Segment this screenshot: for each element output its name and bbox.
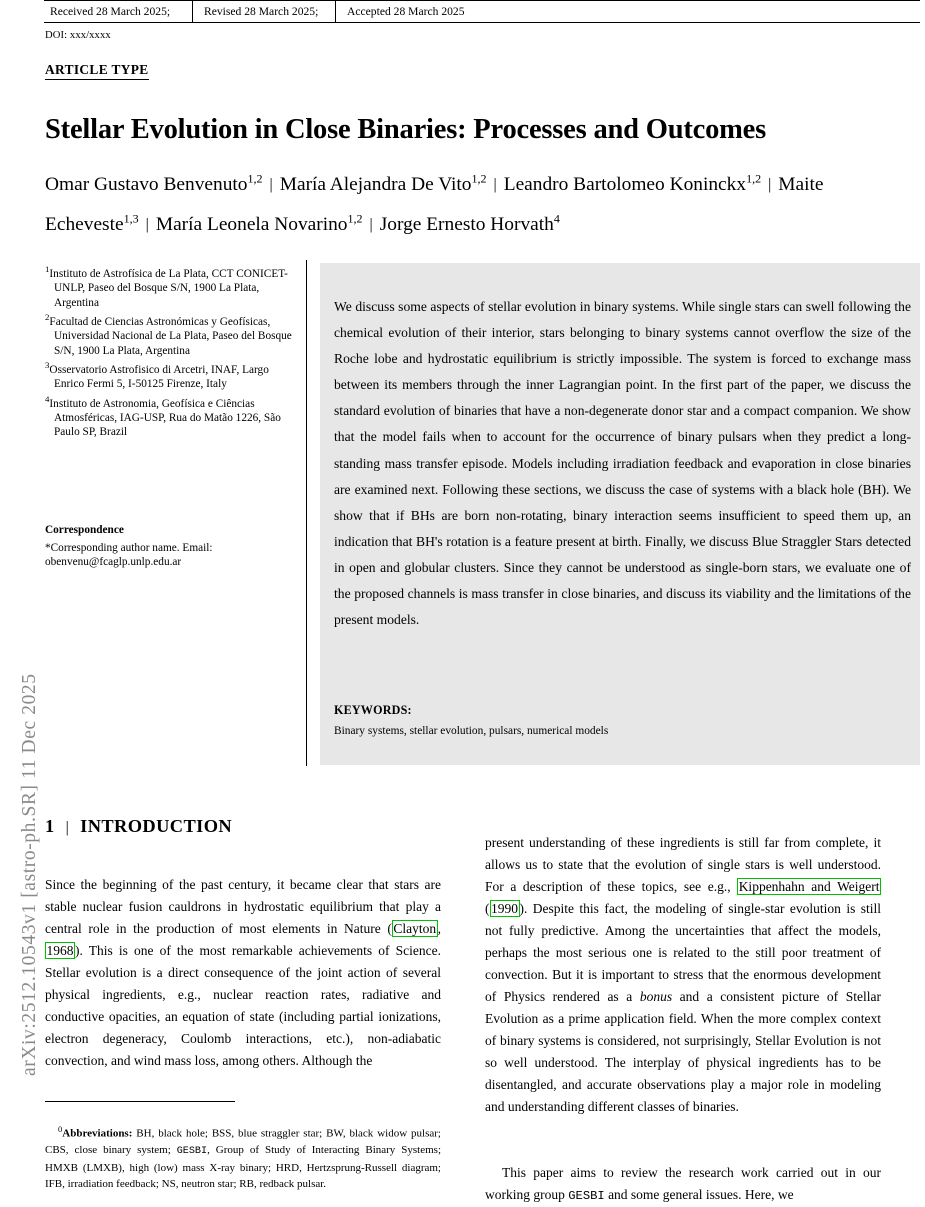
intro-left-part1: Since the beginning of the past century, it became clear that stars are stable nuclear fusion cauldrons in hydrostatic equilibrium that play a central role in the production of most elements in Nature (	[45, 876, 441, 936]
author-name: Leandro Bartolomeo Koninckx$^{1,2}$	[503, 172, 762, 196]
author-affiliation-marker: 1,2	[746, 172, 762, 186]
affiliation-marker: 2	[45, 311, 50, 322]
author-affiliation-marker: 1,3	[123, 211, 139, 226]
author-name: Omar Gustavo Benvenuto$^{1,2}$	[45, 172, 263, 196]
affiliation-text: Instituto de Astrofísica de La Plata, CCT CONICET-UNLP, Paseo del Bosque S/N, 1900 La Plata, Argentina	[49, 267, 288, 309]
author-separator: |	[145, 215, 149, 233]
intro-paragraph-left	[45, 874, 441, 1072]
keywords-list: Binary systems, stellar evolution, pulsars, numerical models	[334, 725, 609, 737]
affiliation-item	[45, 392, 295, 440]
footnote-part1: BH, black hole; BSS, blue straggler star; BW, black widow pulsar; CBS, close binary system;	[45, 1127, 441, 1156]
emphasis-bonus: bonus	[639, 988, 673, 1004]
history-revised-cell: Revised 28 March 2025;	[204, 5, 319, 18]
footnote-marker: 0	[58, 1124, 63, 1134]
section-title: INTRODUCTION	[80, 816, 233, 836]
author-separator: |	[768, 176, 772, 194]
history-received-cell: Received 28 March 2025;	[50, 5, 171, 18]
abstract-box	[320, 263, 920, 765]
correspondence-heading: Correspondence	[45, 524, 124, 536]
affiliation-text: Osservatorio Astrofisico di Arcetri, INAF, Largo Enrico Fermi 5, I-50125 Firenze, Italy	[49, 363, 269, 391]
citation-comma: ,	[437, 920, 441, 936]
publication-history-table	[44, 0, 920, 23]
intro-left-part2: ). This is one of the most remarkable achievements of Science. Stellar evolution is a direct consequence of the joint action of several physical ingredients, e.g., nuclear reaction rates, radiative and conductive opacities, an equation of state (including partial ionizations, electron degeneracy, Coulomb interactions, etc.), non-adiabatic convection, and wind mass loss, among others. Although the	[45, 942, 441, 1068]
author-separator: |	[369, 215, 373, 233]
footnote-abbreviations	[45, 1121, 441, 1192]
arxiv-stamp	[0, 0, 44, 1200]
citation-link-clayton-author[interactable]: Clayton	[393, 920, 437, 936]
author-name: María Alejandra De Vito$^{1,2}$	[279, 172, 487, 196]
intro-right-part2: ). Despite this fact, the modeling of single-star evolution is still not fully predictive. Among the uncertainties that affect the models, perhaps the most serious one is related to the still poor treatment of convection. But it is important to stress that the enormous development of Physics rendered as a	[485, 900, 881, 1004]
intro-right2-part2: and some general issues. Here, we	[604, 1186, 794, 1202]
section-number: 1	[45, 816, 55, 836]
affiliation-marker: 4	[45, 393, 50, 404]
citation-link-kippenhahn-author[interactable]: Kippenhahn and Weigert	[738, 878, 880, 894]
affiliation-marker: 3	[45, 359, 50, 370]
paper-page	[44, 0, 925, 1203]
affiliation-marker: 1	[45, 264, 50, 274]
author-name: Jorge Ernesto Horvath$^4$	[379, 211, 560, 235]
affiliation-item	[45, 358, 295, 392]
section-separator: |	[65, 819, 70, 836]
keywords-heading: KEYWORDS:	[334, 703, 412, 717]
abstract-text: We discuss some aspects of stellar evolution in binary systems. While single stars can swell following the chemical evolution of their interior, stars belonging to binary systems cannot overflow the size of the Roche lobe and hydrostatic equilibrium is strictly impossible. The system is forced to exchange mass between its members through the inner Lagrangian point. In the first part of the paper, we discuss the standard evolution of binaries that have a non-degenerate donor star and a compact companion. We show that the model fails when to account for the occurrence of binary pulsars when they predict a long-standing mass transfer episode. Models including irradiation feedback and evaporation in close binaries are examined next. Following these sections, we discuss the case of systems with a black hole (BH). We show that if BHs are born non-rotating, binary interaction seems insufficient to speed them up, an indication that BH's rotation is a feature present at birth. Finally, we discuss Blue Straggler Stars detected in open and globular clusters. Since they cannot be understood as single-born stars, we evaluate one of the proposed channels is mass transfer in close binaries, and discuss its viability and the limitations of the present models.	[334, 299, 911, 628]
affiliation-item	[45, 262, 295, 310]
footnote-part2: , Group of Study of Interacting Binary Systems; HMXB (LMXB), high (low) mass X-ray binary; HRD, Hertzsprung-Russell diagram; IFB, irradiation feedback; NS, neutron star; RB, redback pulsar.	[45, 1143, 442, 1190]
author-separator: |	[269, 176, 273, 194]
author-affiliation-marker: 4	[553, 211, 560, 226]
article-type-label: ARTICLE TYPE	[45, 62, 149, 80]
intro-right-part1: present understanding of these ingredients is still far from complete, it allows us to state that the evolution of single stars is well understood. For a description of these topics, see e.g.,	[485, 834, 881, 894]
abstract-vertical-rule	[306, 260, 307, 766]
author-name: Maite Echeveste$^{1,3}$	[45, 174, 824, 235]
arxiv-identifier-text: arXiv:2512.10543v1 [astro-ph.SR] 11 Dec 2025	[19, 673, 40, 1076]
history-bottom-rule	[44, 22, 920, 23]
affiliation-text: Instituto de Astronomia, Geofísica e Ciências Atmosféricas, IAG-USP, Rua do Matão 1226, São Paulo SP, Brazil	[49, 397, 281, 439]
affiliation-text: Facultad de Ciencias Astronómicas y Geofísicas, Universidad Nacional de La Plata, Paseo del Bosque S/N, 1900 La Plata, Argentina	[49, 315, 292, 357]
citation-link-kippenhahn-year[interactable]: 1990	[491, 900, 518, 916]
history-divider-1	[192, 1, 193, 23]
citation-link-clayton-year[interactable]: 1968	[46, 942, 74, 958]
footnote-label: Abbreviations:	[62, 1127, 133, 1140]
citation-open-paren: (	[485, 900, 490, 916]
author-affiliation-marker: 1,2	[347, 211, 363, 226]
doi-line: DOI: xxx/xxxx	[45, 30, 111, 41]
affiliation-list	[45, 262, 295, 440]
correspondence-body: *Corresponding author name. Email: obenvenu@fcaglp.unlp.edu.ar	[45, 542, 213, 569]
affiliation-item	[45, 310, 295, 358]
page-title: Stellar Evolution in Close Binaries: Processes and Outcomes	[45, 114, 767, 146]
footnote-rule	[45, 1101, 235, 1102]
author-affiliation-marker: 1,2	[247, 172, 263, 186]
gesbi-acronym: GESBI	[568, 1188, 605, 1203]
intro-right-part3: and a consistent picture of Stellar Evolution as a prime application field. When the more complex context of binary systems is considered, not surprisingly, Stellar Evolution is not so well understood. The interplay of physical ingredients has to be disentangled, and accurate observations play a major role in modeling and understanding different classes of binaries.	[485, 988, 881, 1114]
section-heading-introduction	[45, 816, 232, 837]
intro-right2-part1: This paper aims to review the research work carried out in our working group	[485, 1164, 881, 1202]
history-divider-2	[335, 1, 336, 23]
author-list	[45, 163, 913, 242]
author-separator: |	[493, 176, 497, 194]
intro-paragraph-right-1	[485, 832, 881, 1118]
history-accepted-cell: Accepted 28 March 2025	[347, 5, 465, 18]
footnote-gesbi-acronym: GESBI	[176, 1145, 208, 1157]
author-name: María Leonela Novarino$^{1,2}$	[155, 211, 363, 235]
author-affiliation-marker: 1,2	[471, 172, 487, 186]
